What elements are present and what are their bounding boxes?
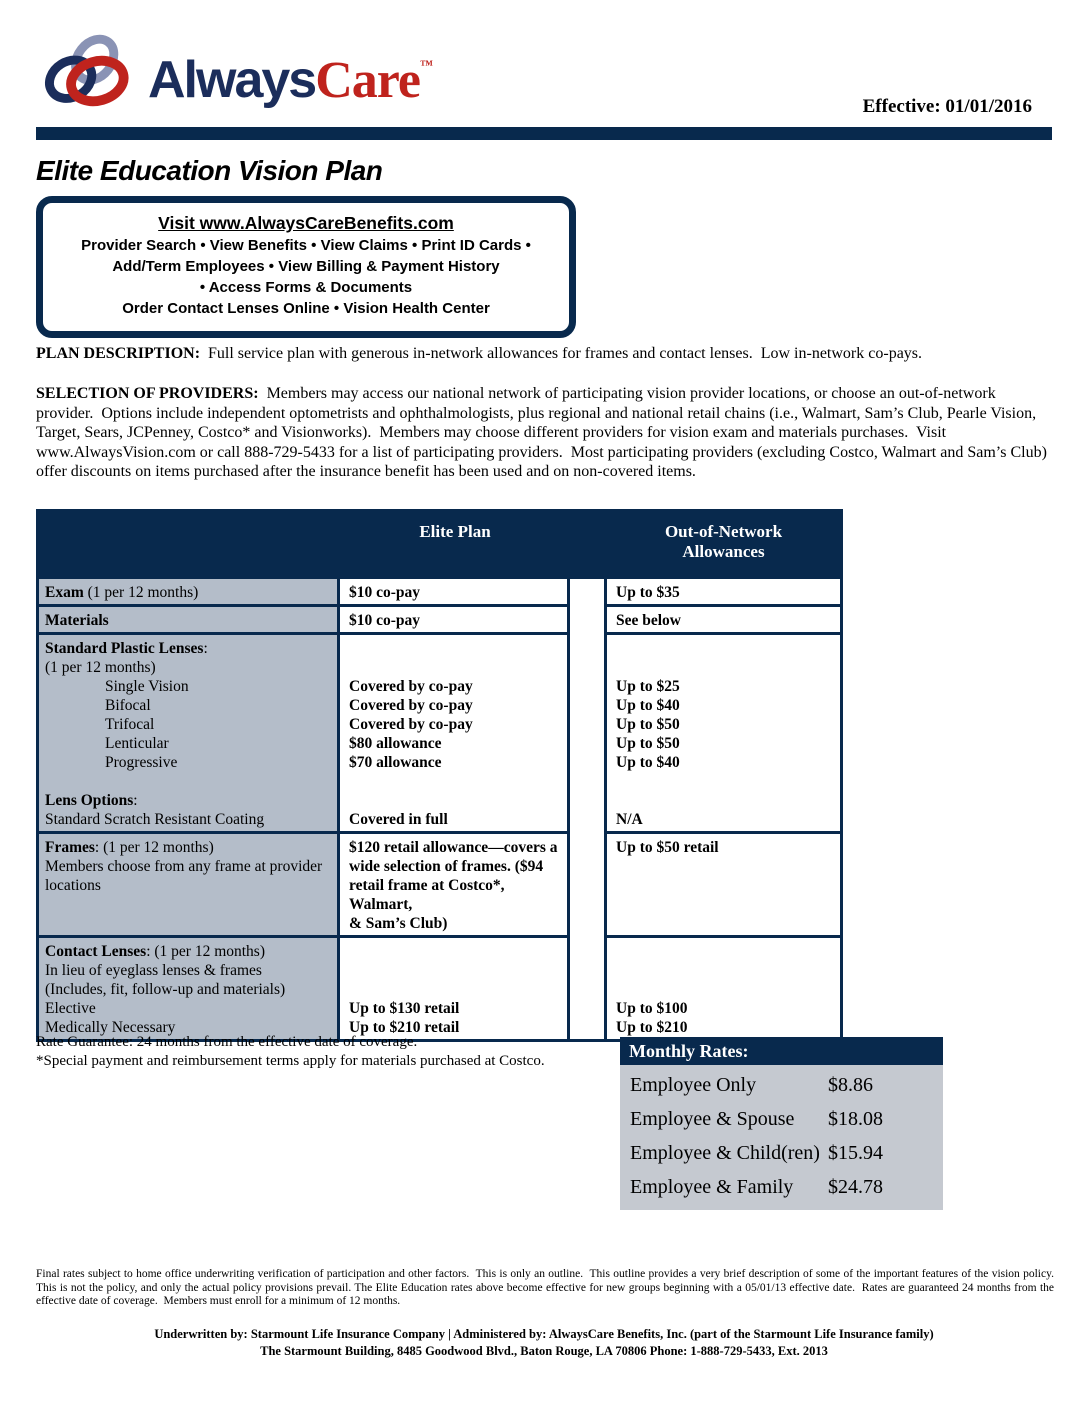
selection-of-providers-paragraph bbox=[36, 384, 1054, 482]
logo-care: Care bbox=[315, 52, 420, 109]
cell-line: locations bbox=[45, 877, 101, 894]
rate-label: Employee & Spouse bbox=[630, 1108, 795, 1130]
rate-label: Employee & Child(ren) bbox=[630, 1142, 820, 1164]
rate-guarantee-line2: *Special payment and reimbursement terms apply for materials purchased at Costco. bbox=[36, 1053, 545, 1069]
underwriter-info bbox=[0, 1326, 1088, 1360]
cell-line: (Includes, fit, follow-up and materials) bbox=[45, 981, 286, 998]
header-gap bbox=[570, 522, 607, 579]
cell-line: N/A bbox=[616, 811, 643, 828]
cell-line: Members choose from any frame at provider bbox=[45, 858, 323, 875]
cell-line: In lieu of eyeglass lenses & frames bbox=[45, 962, 262, 979]
cell-line bbox=[349, 980, 561, 999]
benefit-row-materials-label bbox=[39, 607, 340, 635]
cell-line: Covered by co-pay bbox=[349, 678, 473, 695]
cell-line: Up to $210 bbox=[616, 1019, 688, 1036]
header-divider-bar bbox=[36, 127, 1052, 140]
benefit-row-materials-elite bbox=[340, 607, 570, 635]
benefit-row-materials-oon bbox=[607, 607, 840, 635]
effective-date: Effective: 01/01/2016 bbox=[862, 96, 1032, 117]
cell-line bbox=[616, 980, 834, 999]
benefit-row-lenses-elite bbox=[340, 635, 570, 834]
cell-line: wide selection of frames. ($94 bbox=[349, 858, 544, 875]
cell-line bbox=[349, 772, 561, 791]
cell-line: See below bbox=[616, 612, 682, 629]
cell-line: Up to $50 retail bbox=[616, 839, 719, 856]
table-gap-cell bbox=[570, 834, 607, 938]
oon-header-line2: Allowances bbox=[682, 542, 765, 561]
cell-line: Medically Necessary bbox=[45, 1019, 176, 1036]
rate-price: $18.08 bbox=[828, 1108, 883, 1130]
monthly-rates-body bbox=[620, 1065, 943, 1210]
cell-line: & Sam’s Club) bbox=[349, 915, 448, 932]
cell-line bbox=[616, 791, 834, 810]
table-gap-cell bbox=[570, 635, 607, 834]
rate-price: $15.94 bbox=[828, 1142, 883, 1164]
benefit-row-frames-oon bbox=[607, 834, 840, 938]
selection-of-providers-label: SELECTION OF PROVIDERS: bbox=[36, 385, 259, 402]
website-info-box bbox=[36, 196, 576, 338]
cell-line bbox=[616, 658, 834, 677]
rate-guarantee-line1: Rate Guarantee: 24 months from the effective date of coverage. bbox=[36, 1034, 418, 1050]
cell-line: Progressive bbox=[105, 754, 178, 771]
cell-line: Order Contact Lenses Online • Vision Health Center bbox=[122, 300, 490, 317]
cell-line: Covered in full bbox=[349, 811, 448, 828]
cell-line: Up to $50 bbox=[616, 735, 680, 752]
header-spacer bbox=[39, 522, 340, 579]
benefit-row-exam-label bbox=[39, 579, 340, 607]
rate-row-employee-only bbox=[620, 1068, 943, 1102]
benefit-row-frames-label bbox=[39, 834, 340, 938]
oon-header-line1: Out-of-Network bbox=[664, 522, 783, 541]
cell-line: retail frame at Costco*, Walmart, bbox=[349, 877, 505, 913]
cell-line bbox=[616, 961, 834, 980]
trademark-symbol: ™ bbox=[420, 57, 433, 72]
benefit-row-contacts-elite bbox=[340, 938, 570, 1039]
cell-line: Contact Lenses: (1 per 12 months) bbox=[45, 943, 266, 960]
selection-of-providers-text: Members may access our national network of participating vision provider locations, or choose an out-of-network provider. Options include independent optometrists and ophthalmologists, plus regional and national retail chains (i.e., Walmart, Sam’s Club, Pearle Vision, Target, Sears, JCPenney, Costco* and Visionworks). Members may choose different providers for vision exam and materials purchases. Visit www.AlwaysVision.com or call 888-729-5433 for a list of participating providers. Most participating providers (excluding Costco, Walmart and Sam’s Club) offer discounts on items purchased after the insurance benefit has been used and on non-covered items. bbox=[36, 385, 1051, 480]
plan-description-paragraph bbox=[36, 344, 1026, 364]
cell-line bbox=[616, 772, 834, 791]
cell-line bbox=[616, 639, 834, 658]
rate-row-employee-children bbox=[620, 1136, 943, 1170]
alwayscare-logo bbox=[38, 24, 433, 122]
cell-line: Covered by co-pay bbox=[349, 716, 473, 733]
rate-label: Employee Only bbox=[630, 1074, 757, 1096]
cell-line bbox=[349, 791, 561, 810]
cell-line: $70 allowance bbox=[349, 754, 442, 771]
benefit-row-contacts-label bbox=[39, 938, 340, 1039]
cell-line bbox=[349, 639, 561, 658]
logo-wordmark bbox=[148, 24, 433, 122]
plan-description-label: PLAN DESCRIPTION: bbox=[36, 345, 201, 362]
cell-line: Up to $25 bbox=[616, 678, 680, 695]
cell-line bbox=[616, 942, 834, 961]
cell-line: Up to $35 bbox=[616, 584, 680, 601]
cell-line: Lenticular bbox=[105, 735, 169, 752]
benefits-table-header bbox=[39, 512, 840, 579]
cell-line: Covered by co-pay bbox=[349, 697, 473, 714]
benefits-table bbox=[36, 509, 843, 1042]
website-link[interactable]: Visit www.AlwaysCareBenefits.com bbox=[158, 213, 454, 233]
benefit-row-contacts-oon bbox=[607, 938, 840, 1039]
cell-line: Bifocal bbox=[105, 697, 151, 714]
benefit-row-lenses-oon bbox=[607, 635, 840, 834]
table-gap-cell bbox=[570, 607, 607, 635]
cell-line: Frames: (1 per 12 months) bbox=[45, 839, 214, 856]
cell-line: Up to $40 bbox=[616, 697, 680, 714]
cell-line: Materials bbox=[45, 612, 109, 629]
cell-line: $10 co-pay bbox=[349, 584, 421, 601]
monthly-rates-table bbox=[620, 1037, 943, 1210]
cell-line bbox=[349, 658, 561, 677]
cell-line: $120 retail allowance—covers a bbox=[349, 839, 558, 856]
cell-line bbox=[349, 942, 561, 961]
cell-line: Up to $210 retail bbox=[349, 1019, 460, 1036]
cell-line: Up to $50 bbox=[616, 716, 680, 733]
website-feature-list bbox=[49, 235, 563, 319]
column-header-out-of-network bbox=[607, 522, 840, 579]
rate-price: $24.78 bbox=[828, 1176, 883, 1198]
benefit-row-exam-oon bbox=[607, 579, 840, 607]
table-gap-cell bbox=[570, 579, 607, 607]
legal-disclaimer: Final rates subject to home office underwriting verification of participation and other factors. This is only an outline. This outline provides a very brief description of some of the important features of the vision policy. This is not the policy, and only the actual policy provisions prevail. The Elite Education rates above become effective for new groups beginning with a 05/01/13 effective date. Rates are guaranteed 24 months from the effective date of coverage. Members must enroll for a minimum of 12 months. bbox=[36, 1268, 1060, 1307]
rate-guarantee-note bbox=[36, 1033, 545, 1071]
cell-line: • Access Forms & Documents bbox=[199, 279, 413, 296]
cell-line bbox=[45, 772, 331, 791]
rate-row-employee-spouse bbox=[620, 1102, 943, 1136]
cell-line: Standard Plastic Lenses: bbox=[45, 640, 208, 657]
underwriter-line2: The Starmount Building, 8485 Goodwood Blvd., Baton Rouge, LA 70806 Phone: 1-888-729-5433, Ext. 2013 bbox=[260, 1344, 828, 1358]
page-title: Elite Education Vision Plan bbox=[36, 155, 383, 186]
cell-line: Provider Search • View Benefits • View Claims • Print ID Cards • bbox=[81, 237, 531, 254]
cell-line: $80 allowance bbox=[349, 735, 442, 752]
cell-line: Exam (1 per 12 months) bbox=[45, 584, 199, 601]
benefit-row-lenses-label bbox=[39, 635, 340, 834]
benefit-row-frames-elite bbox=[340, 834, 570, 938]
cell-line: Add/Term Employees • View Billing & Payment History bbox=[112, 258, 500, 275]
table-gap-cell bbox=[570, 938, 607, 1039]
cell-line: Up to $100 bbox=[616, 1000, 688, 1017]
underwriter-line1: Underwritten by: Starmount Life Insurance Company | Administered by: AlwaysCare Benefits, Inc. (part of the Starmount Life Insurance family) bbox=[154, 1327, 934, 1341]
cell-line bbox=[349, 961, 561, 980]
cell-line: Elective bbox=[45, 1000, 96, 1017]
rate-price: $8.86 bbox=[828, 1074, 873, 1096]
benefit-row-exam-elite bbox=[340, 579, 570, 607]
cell-line: Standard Scratch Resistant Coating bbox=[45, 811, 265, 828]
cell-line: Up to $40 bbox=[616, 754, 680, 771]
interlocking-rings-icon bbox=[38, 32, 146, 114]
cell-line: $10 co-pay bbox=[349, 612, 421, 629]
cell-line: Up to $130 retail bbox=[349, 1000, 460, 1017]
column-header-elite-plan: Elite Plan bbox=[419, 522, 491, 541]
rate-label: Employee & Family bbox=[630, 1176, 794, 1198]
cell-line: Lens Options: bbox=[45, 792, 138, 809]
logo-always: Always bbox=[148, 51, 316, 109]
monthly-rates-header: Monthly Rates: bbox=[620, 1037, 943, 1065]
rate-row-employee-family bbox=[620, 1170, 943, 1204]
cell-line: (1 per 12 months) bbox=[45, 659, 156, 676]
plan-description-text: Full service plan with generous in-network allowances for frames and contact lenses. Low in-network co-pays. bbox=[200, 345, 923, 362]
cell-line: Trifocal bbox=[105, 716, 155, 733]
cell-line: Single Vision bbox=[105, 678, 189, 695]
